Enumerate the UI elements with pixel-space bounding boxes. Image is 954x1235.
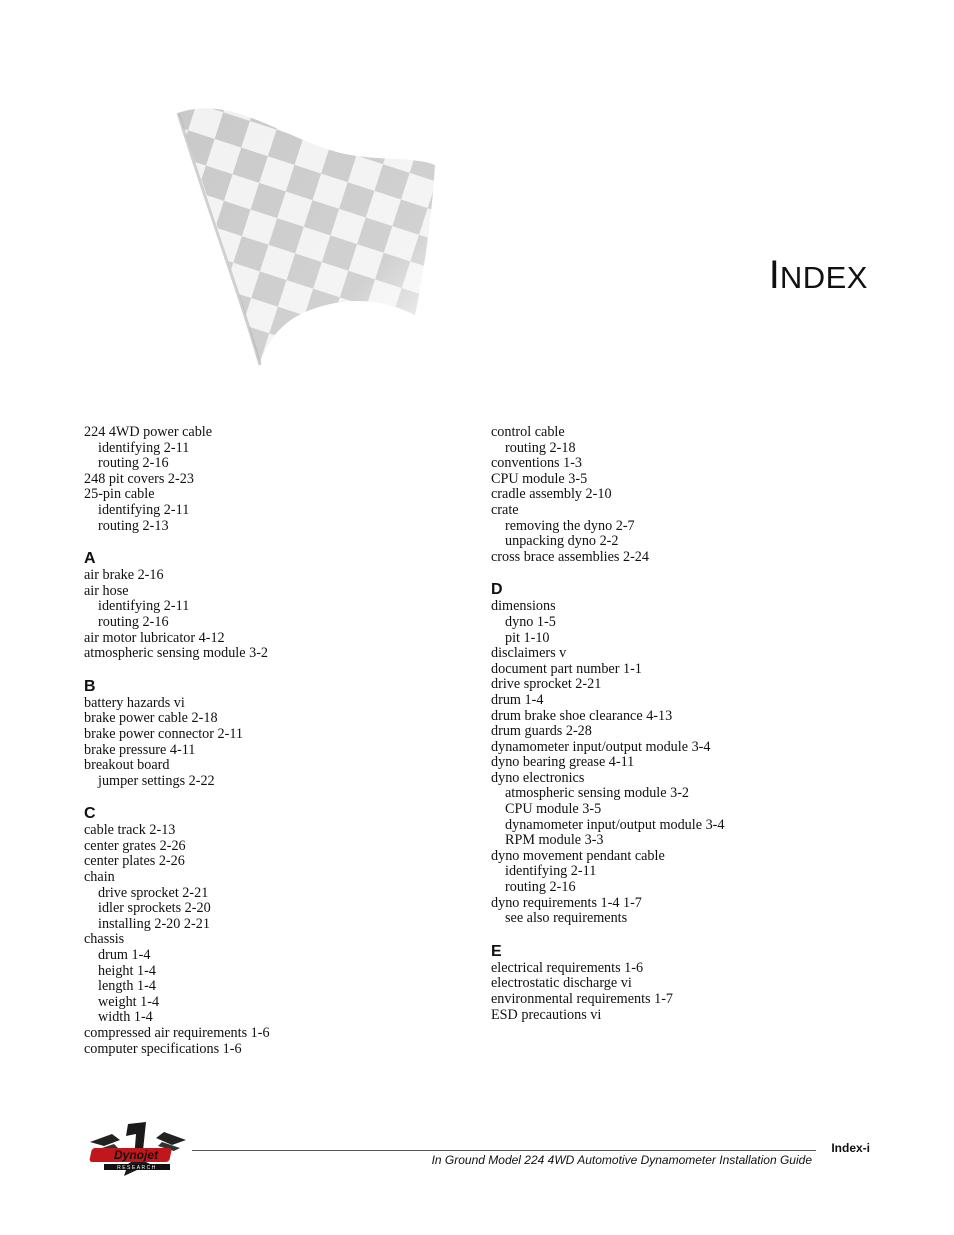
index-entry: brake pressure 4-11 (84, 741, 196, 758)
index-entry: 248 pit covers 2-23 (84, 470, 194, 487)
page-title-rest: NDEX (779, 260, 868, 295)
index-subentry: atmospheric sensing module 3-2 (505, 785, 690, 802)
index-entry: chassis (84, 931, 125, 948)
checkered-flag-image (170, 95, 450, 385)
index-subentry: drum 1-4 (98, 947, 151, 964)
index-entry: center plates 2-26 (84, 853, 185, 870)
index-subentry: see also requirements (505, 910, 628, 927)
index-entry: air motor lubricator 4-12 (84, 629, 225, 646)
footer-guide-title: In Ground Model 224 4WD Automotive Dynamometer Installation Guide (431, 1153, 812, 1167)
index-entry: disclaimers v (491, 645, 567, 662)
index-section-letter: A (84, 550, 96, 568)
index-entry: center grates 2-26 (84, 837, 186, 854)
index-entry: electrostatic discharge vi (491, 975, 632, 992)
index-entry: brake power cable 2-18 (84, 710, 218, 727)
index-entry: battery hazards vi (84, 694, 185, 711)
index-subentry: dyno 1-5 (505, 613, 556, 630)
index-entry: atmospheric sensing module 3-2 (84, 645, 269, 662)
index-subentry: dynamometer input/output module 3-4 (505, 816, 725, 833)
index-entry: dyno bearing grease 4-11 (491, 754, 635, 771)
index-entry: drum brake shoe clearance 4-13 (491, 707, 673, 724)
index-subentry: RPM module 3-3 (505, 832, 604, 849)
index-entry: conventions 1-3 (491, 455, 583, 472)
index-section-letter: B (84, 677, 96, 695)
index-entry: chain (84, 869, 115, 886)
index-entry: ESD precautions vi (491, 1006, 602, 1023)
index-subentry: routing 2-16 (98, 613, 169, 630)
index-subentry: CPU module 3-5 (505, 801, 602, 818)
index-subentry: routing 2-16 (505, 879, 576, 896)
index-entry: 224 4WD power cable (84, 424, 213, 440)
index-subentry: length 1-4 (98, 978, 156, 995)
index-entry: cradle assembly 2-10 (491, 486, 612, 503)
index-subentry: routing 2-16 (98, 455, 169, 472)
footer-rule (192, 1150, 816, 1151)
index-column-left (84, 425, 464, 1057)
index-entry: compressed air requirements 1-6 (84, 1025, 270, 1041)
index-subentry: jumper settings 2-22 (98, 772, 215, 789)
index-column-right (491, 425, 881, 1023)
index-entry: 25-pin cable (84, 486, 155, 503)
index-subentry: idler sprockets 2-20 (98, 900, 211, 917)
index-subentry: drive sprocket 2-21 (98, 884, 209, 901)
index-entry: dynamometer input/output module 3-4 (491, 738, 711, 755)
logo-tagline-text: RESEARCH (117, 1165, 157, 1171)
index-entry: cable track 2-13 (84, 822, 176, 839)
index-entry: dyno movement pendant cable (491, 847, 665, 864)
index-entry: computer specifications 1-6 (84, 1040, 242, 1057)
index-subentry: identifying 2-11 (98, 598, 190, 615)
index-entry: brake power connector 2-11 (84, 725, 244, 742)
index-entry: drive sprocket 2-21 (491, 676, 602, 693)
index-subentry: width 1-4 (98, 1009, 153, 1026)
index-entry: dyno requirements 1-4 1-7 (491, 894, 642, 911)
footer-page-label: Index-i (831, 1141, 870, 1155)
page-title-initial: I (768, 253, 780, 297)
index-subentry: removing the dyno 2-7 (505, 517, 635, 534)
page-title (769, 255, 868, 295)
index-entry: CPU module 3-5 (491, 470, 588, 487)
index-entry: drum guards 2-28 (491, 723, 592, 740)
index-entry: air hose (84, 582, 129, 599)
index-entry: document part number 1-1 (491, 660, 642, 677)
index-section-letter: E (491, 942, 502, 960)
index-entry: dimensions (491, 598, 556, 615)
index-entry: control cable (491, 424, 565, 440)
index-entry: drum 1-4 (491, 691, 544, 708)
index-entry: dyno electronics (491, 769, 585, 786)
dynojet-logo (84, 1120, 192, 1182)
index-subentry: identifying 2-11 (98, 501, 190, 518)
index-entry: electrical requirements 1-6 (491, 959, 644, 976)
index-subentry: weight 1-4 (98, 993, 160, 1010)
index-subentry: identifying 2-11 (98, 439, 190, 456)
index-section-letter: C (84, 805, 96, 823)
index-entry: crate (491, 501, 519, 518)
logo-brand-text: Dynojet (113, 1148, 159, 1162)
index-subentry: height 1-4 (98, 962, 156, 979)
index-subentry: pit 1-10 (505, 629, 550, 646)
index-subentry: unpacking dyno 2-2 (505, 533, 619, 550)
index-section-letter: D (491, 581, 503, 599)
index-entry: breakout board (84, 757, 170, 774)
index-subentry: installing 2-20 2-21 (98, 915, 210, 932)
index-subentry: routing 2-13 (98, 517, 169, 534)
index-entry: environmental requirements 1-7 (491, 991, 674, 1007)
index-entry: air brake 2-16 (84, 567, 164, 584)
index-subentry: identifying 2-11 (505, 863, 597, 880)
index-subentry: routing 2-18 (505, 439, 576, 456)
index-entry: cross brace assemblies 2-24 (491, 548, 649, 565)
